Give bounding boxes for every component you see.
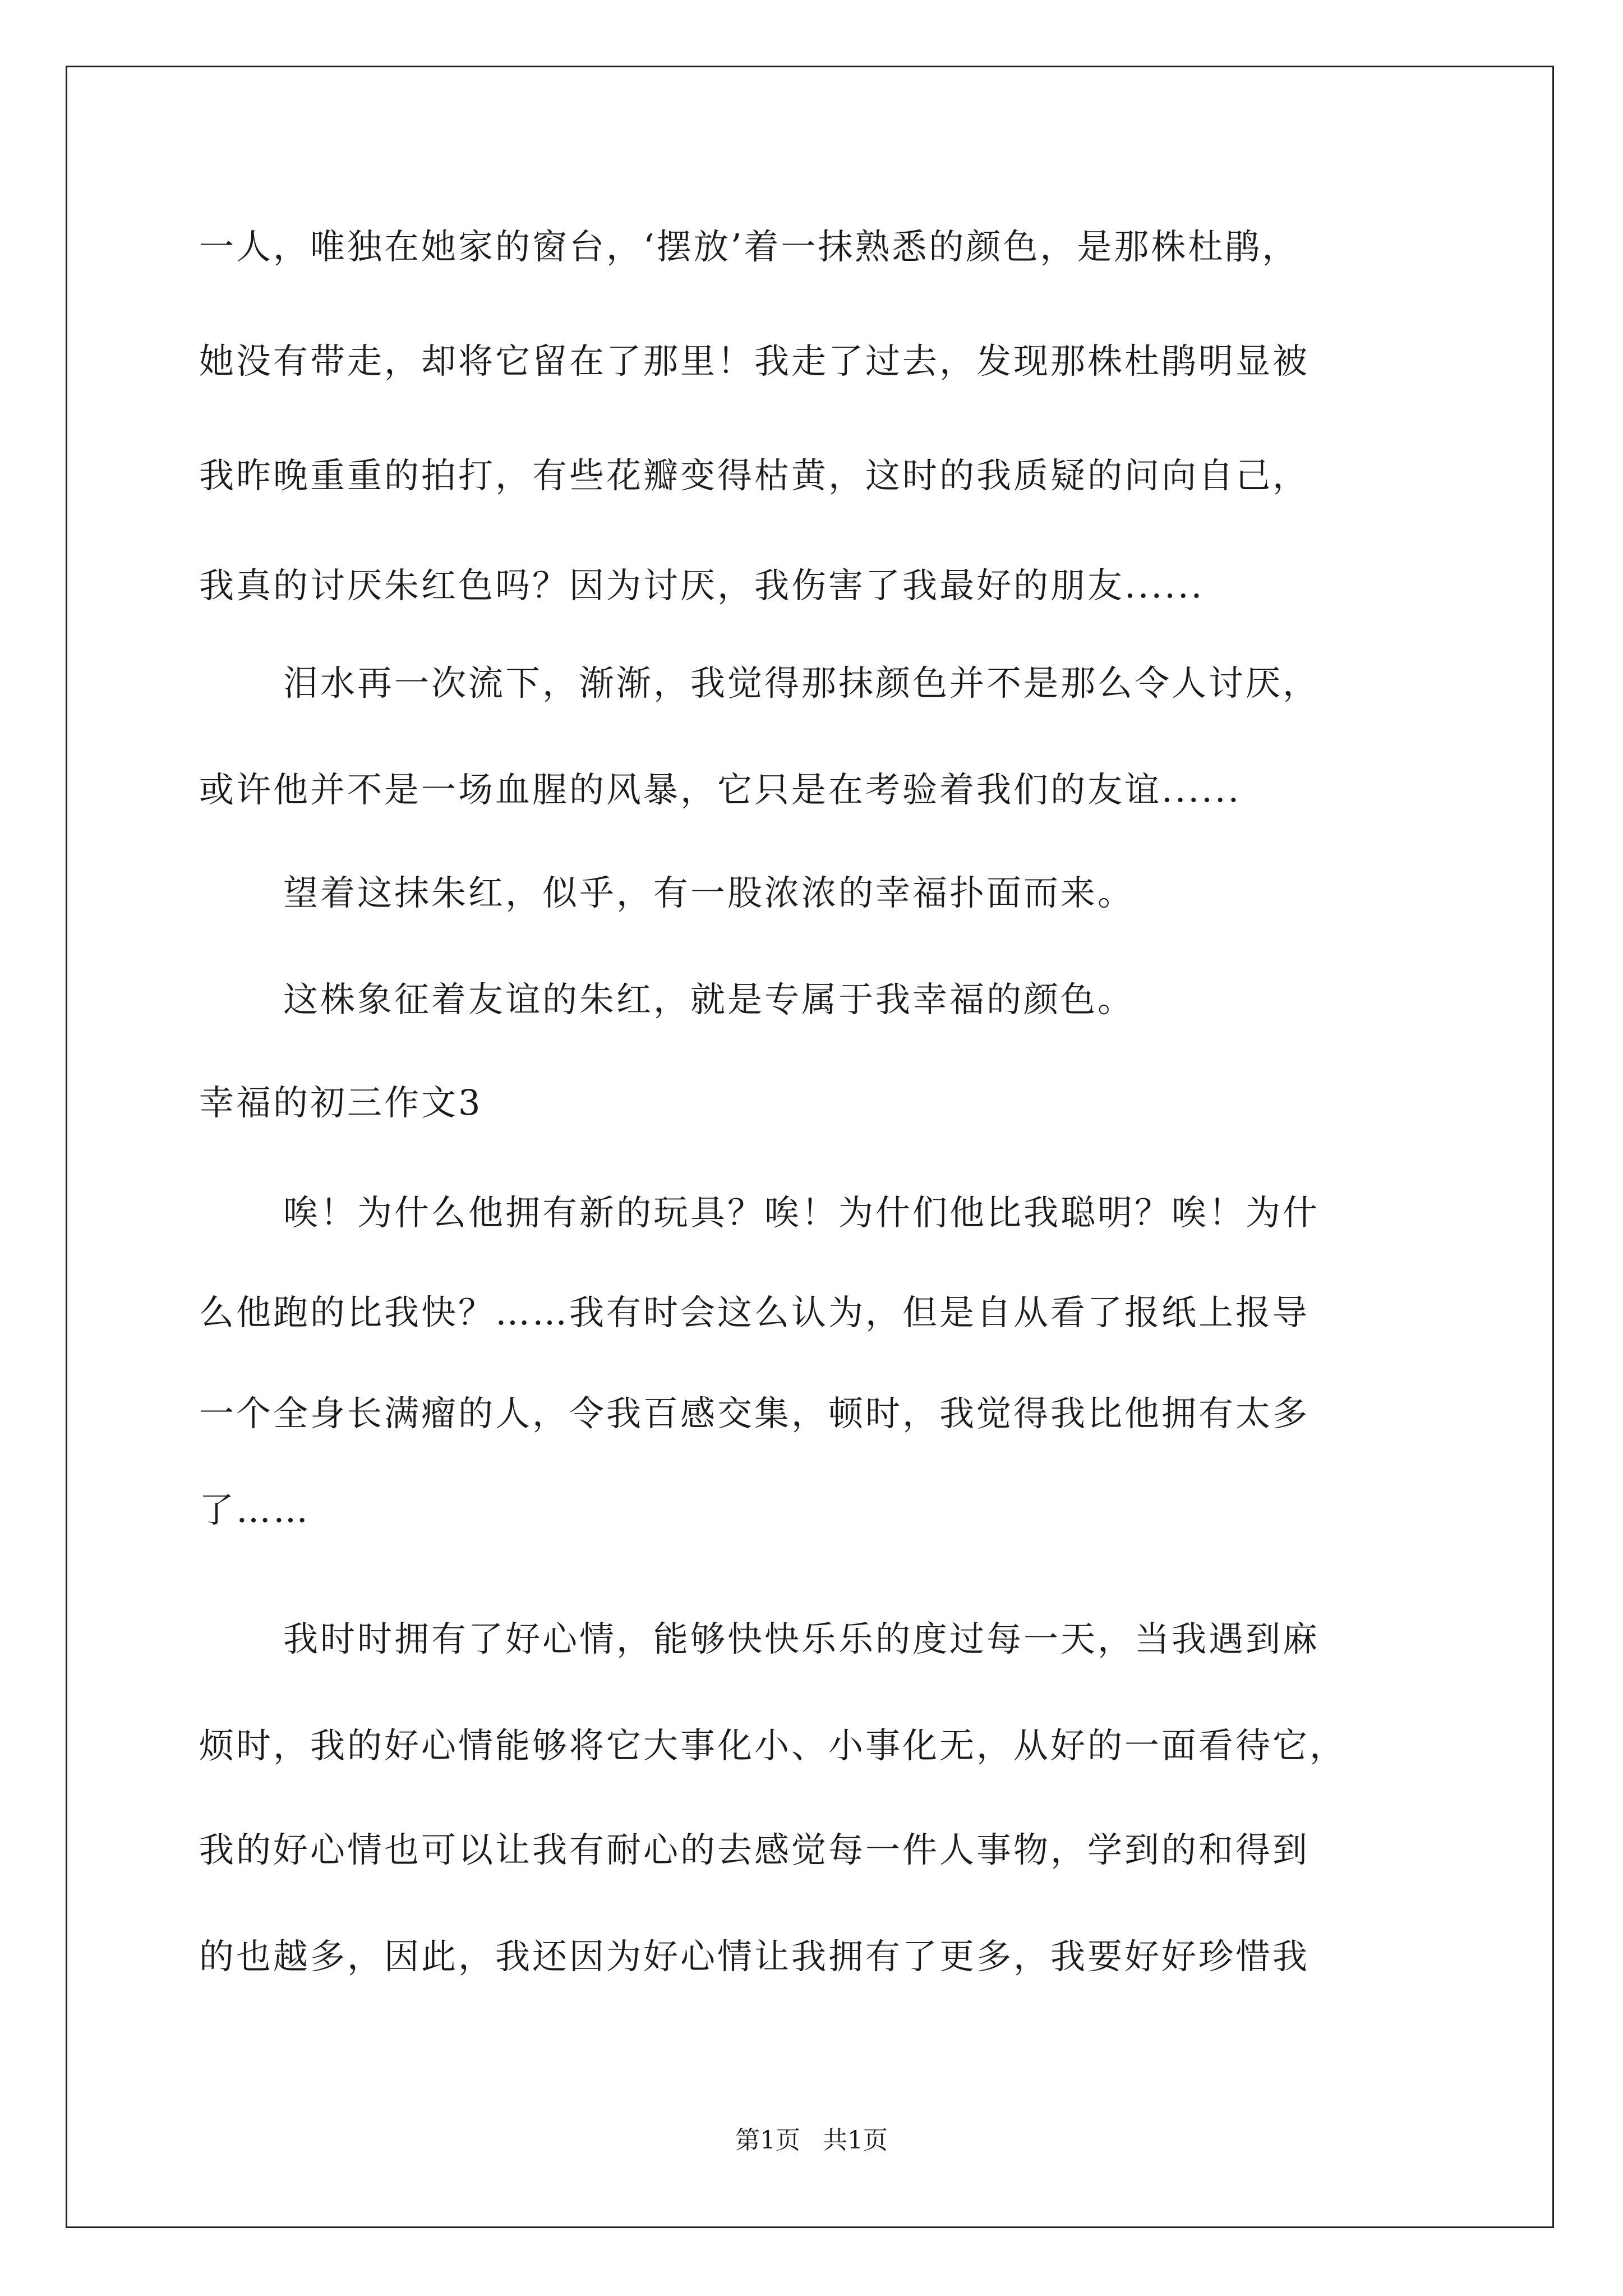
text-line-11: 么他跑的比我快？……我有时会这么认为，但是自从看了报纸上报导 xyxy=(199,1292,1310,1333)
text-line-1: 一人，唯独在她家的窗台，‘摆放’着一抹熟悉的颜色，是那株杜鹃， xyxy=(199,226,1299,267)
page-frame xyxy=(66,66,1554,2228)
text-line-12: 一个全身长满瘤的人，令我百感交集，顿时，我觉得我比他拥有太多 xyxy=(199,1393,1310,1434)
text-line-3: 我昨晚重重的拍打，有些花瓣变得枯黄，这时的我质疑的问向自己， xyxy=(199,455,1310,496)
text-line-4: 我真的讨厌朱红色吗？因为讨厌，我伤害了我最好的朋友...... xyxy=(199,565,1205,606)
text-line-7: 望着这抹朱红，似乎，有一股浓浓的幸福扑面而来。 xyxy=(283,872,1135,913)
text-line-10: 唉！为什么他拥有新的玩具？唉！为什们他比我聪明？唉！为什 xyxy=(283,1192,1320,1233)
page-footer xyxy=(0,2125,1623,2156)
page-number: 第1页 xyxy=(735,2126,800,2155)
section-heading: 幸福的初三作文3 xyxy=(199,1082,483,1123)
page-total: 共1页 xyxy=(823,2126,888,2155)
text-line-16: 我的好心情也可以让我有耐心的去感觉每一件人事物，学到的和得到 xyxy=(199,1829,1310,1870)
text-line-5: 泪水再一次流下，渐渐，我觉得那抹颜色并不是那么令人讨厌， xyxy=(283,662,1320,703)
text-line-2: 她没有带走，却将它留在了那里！我走了过去，发现那株杜鹃明显被 xyxy=(199,341,1310,381)
text-line-14: 我时时拥有了好心情，能够快快乐乐的度过每一天，当我遇到麻 xyxy=(283,1618,1320,1659)
text-line-13: 了…… xyxy=(199,1489,311,1530)
text-line-15: 烦时，我的好心情能够将它大事化小、小事化无，从好的一面看待它， xyxy=(199,1725,1347,1766)
text-line-17: 的也越多，因此，我还因为好心情让我拥有了更多，我要好好珍惜我 xyxy=(199,1936,1310,1977)
text-line-8: 这株象征着友谊的朱红，就是专属于我幸福的颜色。 xyxy=(283,979,1135,1020)
text-line-6: 或许他并不是一场血腥的风暴，它只是在考验着我们的友谊...... xyxy=(199,769,1242,810)
